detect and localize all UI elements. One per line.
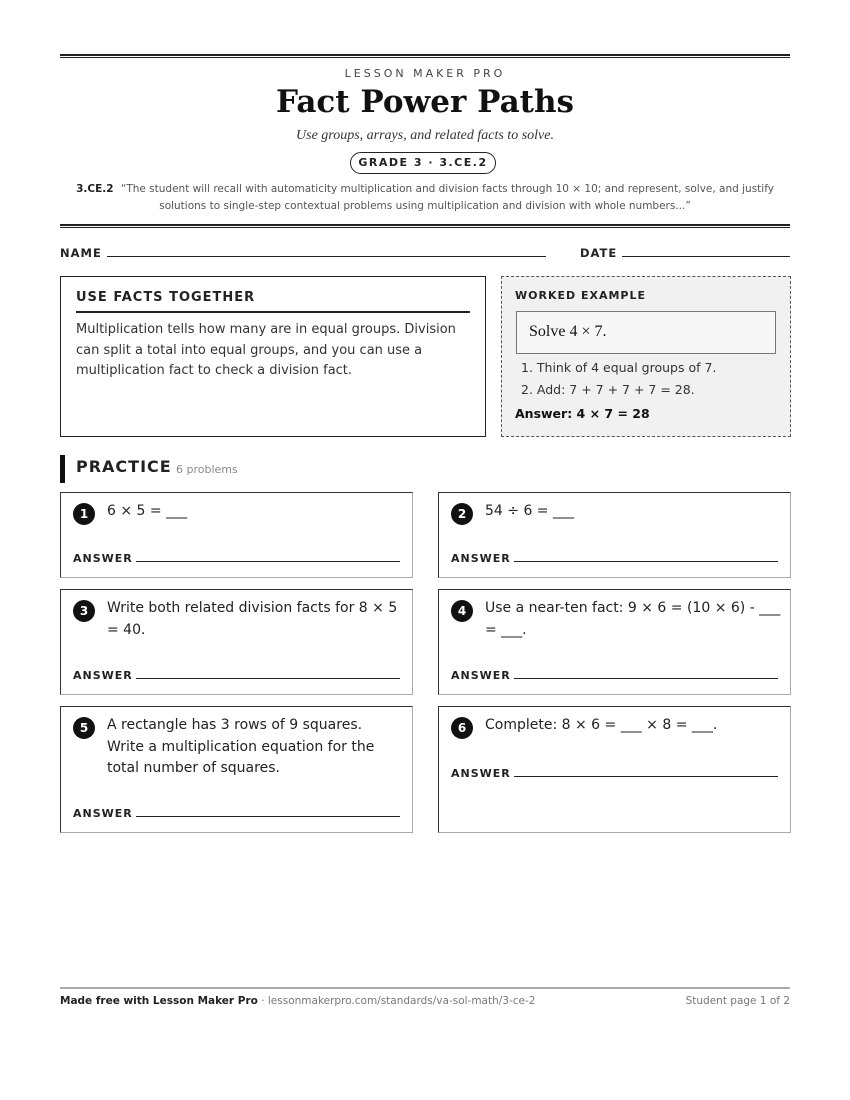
problem-card (438, 706, 791, 833)
answer-label: ANSWER (451, 552, 511, 565)
answer-label: ANSWER (451, 767, 511, 780)
problem-card (60, 706, 413, 833)
page-number: Student page 1 of 2 (685, 995, 790, 1007)
worked-example-step: 2. Add: 7 + 7 + 7 + 7 = 28. (521, 382, 695, 397)
standard-code: 3.CE.2 (76, 183, 114, 195)
worked-example-problem: Solve 4 × 7. (516, 311, 776, 354)
standard-text: “The student will recall with automaticity multiplication and division facts through 10 × 10; and represent, solve, and justify solutions to single-step contextual problems using multiplication and division with whole numbers...” (120, 183, 774, 212)
worksheet-subtitle: Use groups, arrays, and related facts to solve. (296, 128, 554, 143)
answer-line[interactable] (514, 678, 778, 679)
practice-count: 6 problems (176, 463, 238, 476)
facts-box (60, 276, 486, 437)
problem-number: 3 (73, 600, 95, 622)
facts-heading: USE FACTS TOGETHER (76, 290, 470, 313)
name-label: NAME (60, 246, 102, 260)
problem-number: 1 (73, 503, 95, 525)
answer-line[interactable] (136, 561, 400, 562)
problem-text: Complete: 8 × 6 = ___ × 8 = ___. (485, 717, 718, 733)
worked-example-heading: WORKED EXAMPLE (515, 289, 646, 302)
answer-label: ANSWER (73, 552, 133, 565)
problem-card (60, 589, 413, 695)
answer-label: ANSWER (73, 669, 133, 682)
footer-made-with: Made free with Lesson Maker Pro (60, 995, 258, 1007)
answer-line[interactable] (136, 816, 400, 817)
problem-text: A rectangle has 3 rows of 9 squares. Write a multiplication equation for the total number of squares. (107, 717, 375, 776)
worked-example-step: 1. Think of 4 equal groups of 7. (521, 360, 717, 375)
name-field[interactable] (107, 256, 546, 257)
problem-card (60, 492, 413, 578)
problem-card (438, 492, 791, 578)
grade-badge: GRADE 3 · 3.CE.2 (350, 152, 496, 174)
problem-number: 4 (451, 600, 473, 622)
problem-text: Write both related division facts for 8 × 5 = 40. (107, 600, 398, 638)
answer-line[interactable] (514, 776, 778, 777)
problem-text: Use a near-ten fact: 9 × 6 = (10 × 6) - ___ = ___. (485, 600, 781, 638)
answer-label: ANSWER (451, 669, 511, 682)
footer-rule (60, 987, 790, 989)
problem-number: 2 (451, 503, 473, 525)
answer-label: ANSWER (73, 807, 133, 820)
answer-line[interactable] (136, 678, 400, 679)
problem-card (438, 589, 791, 695)
worksheet-title: Fact Power Paths (276, 84, 574, 120)
date-label: DATE (580, 246, 618, 260)
practice-heading: PRACTICE (76, 457, 172, 476)
problem-number: 5 (73, 717, 95, 739)
problem-text: 6 × 5 = ___ (107, 503, 188, 519)
footer-credit (60, 995, 535, 1007)
header-bottom-rule (60, 224, 790, 228)
date-field[interactable] (622, 256, 790, 257)
practice-accent-bar (60, 455, 65, 483)
answer-line[interactable] (514, 561, 778, 562)
worked-example-box (501, 276, 791, 437)
problem-number: 6 (451, 717, 473, 739)
facts-body: Multiplication tells how many are in equal groups. Division can split a total into equal groups, and you can use a multiplication fact to check a division fact. (76, 322, 456, 378)
brand-name: LESSON MAKER PRO (344, 67, 506, 80)
standard-description (60, 181, 790, 215)
worked-example-answer: Answer: 4 × 7 = 28 (515, 406, 650, 421)
footer-url[interactable]: · lessonmakerpro.com/standards/va-sol-math/3-ce-2 (261, 995, 536, 1007)
problem-text: 54 ÷ 6 = ___ (485, 503, 574, 519)
top-rule (60, 54, 790, 58)
